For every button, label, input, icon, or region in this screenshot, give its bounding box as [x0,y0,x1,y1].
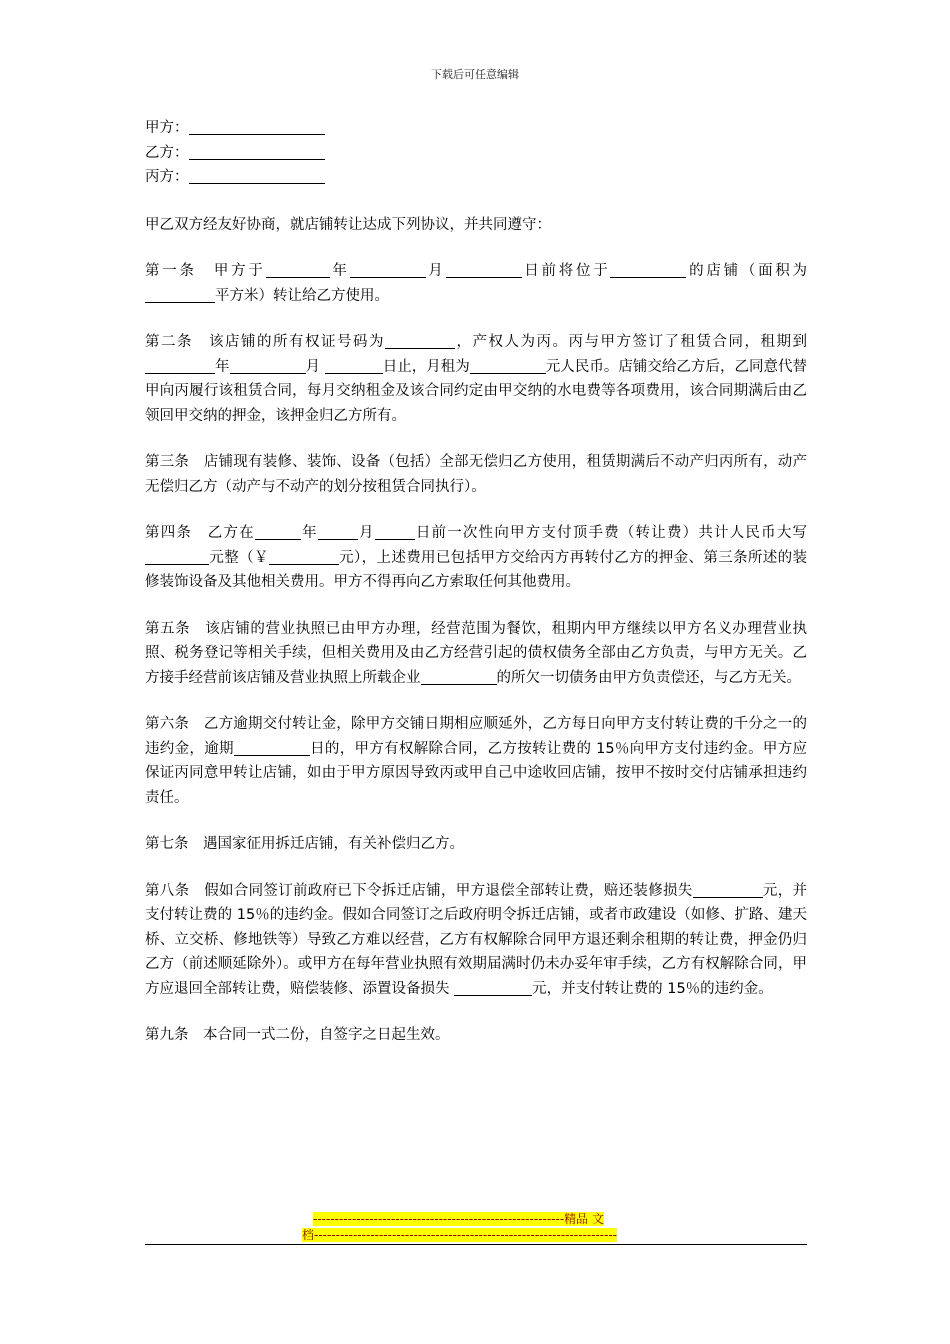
party-c [145,165,807,190]
party-blank [189,144,325,160]
text: 日前将位于 [521,263,611,279]
text: 元，并支付转让费的 15％的违约金。 [532,980,773,997]
party-blank [189,119,325,135]
text: 日止，月租为 [382,358,470,375]
blank [350,262,426,278]
party-label: 丙方： [145,169,189,185]
text: 年 [300,525,318,541]
text: 年 [329,263,350,279]
text: 第八条 假如合同签订前政府已下令拆迁店铺，甲方退偿全部转让费，赔还装修损失 [145,882,693,899]
blank [145,358,215,374]
text: 月 [425,263,446,279]
footer-text: ----------------------------------------------------------精品 文 [313,1212,604,1226]
blank [470,358,546,374]
text: 第一条 甲方于 [145,263,266,279]
article-7: 第七条 遇国家征用拆迁店铺，有关补偿归乙方。 [145,836,464,852]
footer-watermark-line2 [302,1228,617,1242]
article-2 [145,330,807,428]
blank [230,358,306,374]
text: 年 [215,358,230,375]
blank [610,262,686,278]
text: ，产权人为丙。丙与甲方签订了租赁合同，租期到 [455,334,807,350]
party-a [145,116,807,141]
party-label: 乙方： [145,144,189,161]
article-4 [145,521,807,595]
text: 第六条 乙方逾期交付转让金，除甲方交铺日期相应顺延外，乙方每日向甲方支付转让费的千分之一的违约金，逾期 [145,716,807,757]
article-1 [145,259,807,308]
text: 平方米）转让给乙方使用。 [215,287,389,304]
text: 第五条 该店铺的营业执照已由甲方办理，经营范围为餐饮，租期内甲方继续以甲方名义办理营业执照、税务登记等相关手续，但相关费用及由乙方经营引起的债权债务全部由乙方负责，与甲方无关。乙方接手经营前该店铺及营业执照上所载企业 [145,620,807,686]
blank [385,333,455,349]
text: 日的，甲方有权解除合同，乙方按转让费的 15％向甲方支付违约金。甲方应保证丙同意甲转让店铺，如由于甲方原因导致丙或甲自己中途收回店铺，按甲不按时交付店铺承担违约责任。 [145,740,808,806]
text: 日前一次性向甲方支付顶手费（转让费）共计人民币大写 [414,525,808,541]
article-3: 第三条 店铺现有装修、装饰、设备（包括）全部无偿归乙方使用，租赁期满后不动产归丙所有，动产无偿归乙方（动产与不动产的划分按租赁合同执行）。 [145,454,807,495]
text: 第二条 该店铺的所有权证号码为 [145,334,385,350]
text: 元人民币。店铺交给乙方后，乙同意代替甲向丙履行该租赁合同，每月交纳租金及该合同约定由甲交纳的水电费等各项费用，该合同期满后由乙领回甲交纳的押金，该押金归乙方所有。 [145,358,808,424]
intro-paragraph: 甲乙双方经友好协商，就店铺转让达成下列协议，并共同遵守： [145,216,551,233]
party-label: 甲方： [145,120,189,136]
party-blank [189,168,325,184]
blank [421,669,497,685]
blank [318,524,358,540]
blank [454,980,532,996]
blank [255,524,301,540]
blank [266,262,330,278]
text: 月 [305,358,321,375]
blank [325,358,383,374]
article-9: 第九条 本合同一式二份，自签字之日起生效。 [145,1027,450,1043]
party-b [145,141,807,166]
contract-body [145,116,807,1048]
article-5 [145,617,807,691]
article-8 [145,879,807,1002]
blank [269,549,339,565]
text: 元），上述费用已包括甲方交给丙方再转付乙方的押金、第三条所述的装修装饰设备及其他相关费用。甲方不得再向乙方索取任何其他费用。 [145,549,808,590]
page-header: 下载后可任意编辑 [431,68,519,81]
text: 的所欠一切债务由甲方负责偿还，与乙方无关。 [496,669,801,686]
footer-text: 档---------------------------------------------------------------------- [302,1228,618,1242]
blank [145,549,209,565]
text: 月 [357,525,375,541]
blank [693,882,763,898]
text: 元，并支付转让费的 15％的违约金。假如合同签订之后政府明令拆迁店铺，或者市政建设（如修、扩路、建天桥、立交桥、修地铁等）导致乙方难以经营，乙方有权解除合同甲方退还剩余租期的转让费，押金仍归乙方（前述顺延除外）。或甲方在每年营业执照有效期届满时仍未办妥年审手续，乙方有权解除合同，甲方应退回全部转让费，赔偿装修、添置设备损失 [145,882,808,997]
article-6 [145,712,807,810]
text: 元整（￥ [209,549,269,566]
blank [375,524,415,540]
footer-watermark-line1 [313,1212,604,1226]
footer-rule [145,1244,807,1245]
blank [446,262,522,278]
text: 第四条 乙方在 [145,525,255,541]
blank [145,287,215,303]
blank [234,740,310,756]
text: 的店铺（面积为 [686,263,808,279]
